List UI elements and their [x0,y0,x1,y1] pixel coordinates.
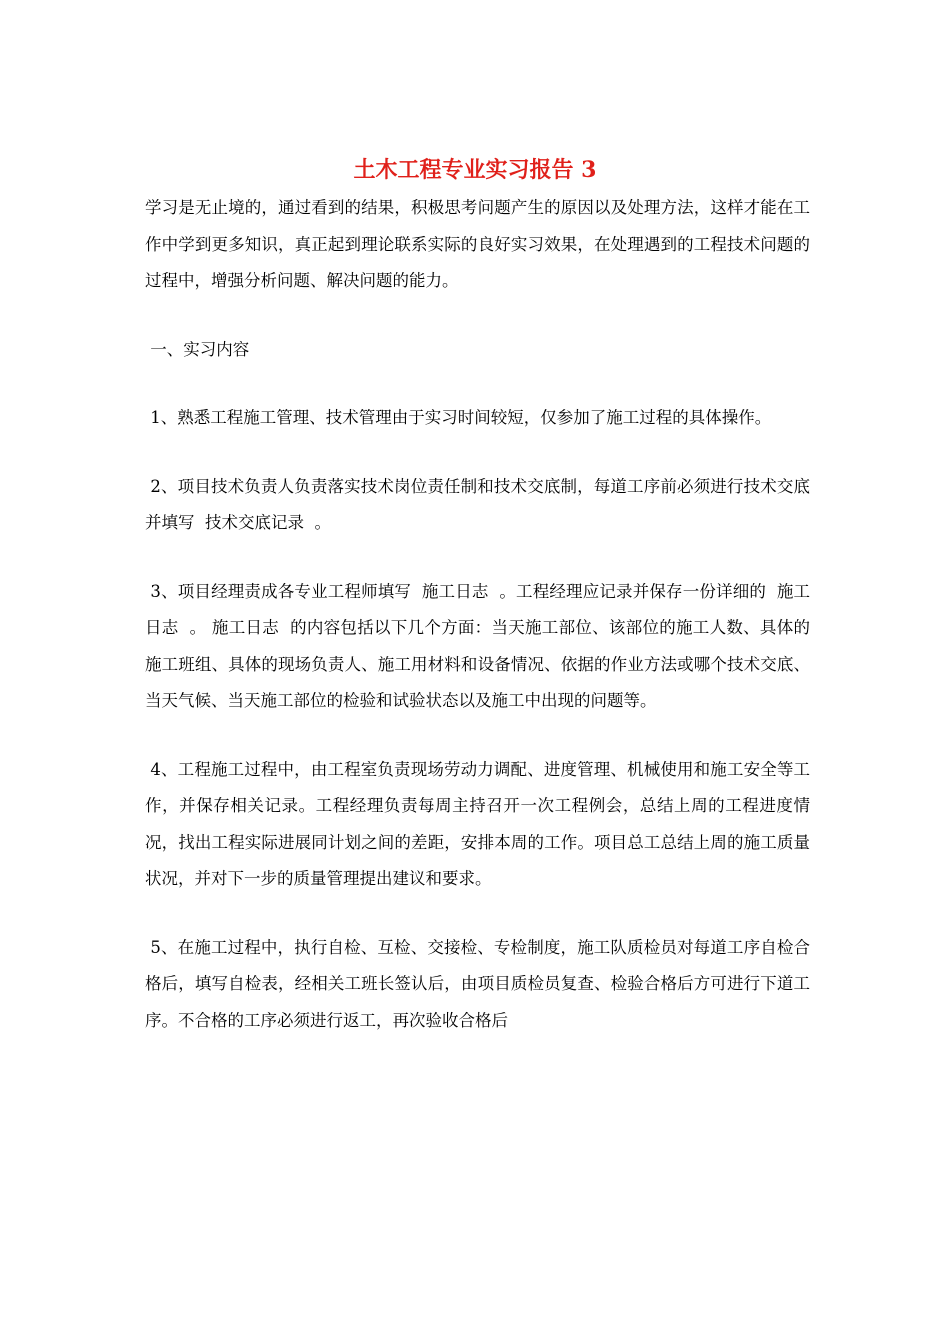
paragraph-gap [145,300,810,332]
list-item: 3、项目经理责成各专业工程师填写 施工日志 。工程经理应记录并保存一份详细的 施工日志 。 施工日志 的内容包括以下几个方面：当天施工部位、该部位的施工人数、具体的施工班组、具体的现场负责人、施工用材料和设备情况、依据的作业方法或哪个技术交底、当天气候、当天施工部位的检验和试验状态以及施工中出现的问题等。 [145,581,811,710]
list-item: 2、项目技术负责人负责落实技术岗位责任制和技术交底制，每道工序前必须进行技术交底并填写 技术交底记录 。 [145,476,810,532]
list-item: 1、熟悉工程施工管理、技术管理由于实习时间较短，仅参加了施工过程的具体操作。 [145,408,772,427]
section-heading: 一、实习内容 [145,339,250,359]
paragraph-gap [145,720,810,752]
list-item: 5、在施工过程中，执行自检、互检、交接检、专检制度，施工队质检员对每道工序自检合格后，填写自检表，经相关工班长签认后，由项目质检员复查、检验合格后方可进行下道工序。不合格的工序必须进行返工，再次验收合格后 [145,937,810,1030]
paragraph-gap [145,542,810,574]
paragraph-gap [145,368,810,400]
paragraph-gap [145,437,810,469]
document-body [145,190,810,1039]
paragraph-gap [145,898,810,930]
list-item: 4、工程施工过程中，由工程室负责现场劳动力调配、进度管理、机械使用和施工安全等工作，并保存相关记录。工程经理负责每周主持召开一次工程例会，总结上周的工程进度情况，找出工程实际进展同计划之间的差距，安排本周的工作。项目总工总结上周的施工质量状况，并对下一步的质量管理提出建议和要求。 [145,759,810,888]
document-title: 土木工程专业实习报告 3 [353,157,597,183]
intro-paragraph: 学习是无止境的，通过看到的结果，积极思考问题产生的原因以及处理方法，这样才能在工作中学到更多知识，真正起到理论联系实际的良好实习效果，在处理遇到的工程技术问题的过程中，增强分析问题、解决问题的能力。 [145,198,810,290]
